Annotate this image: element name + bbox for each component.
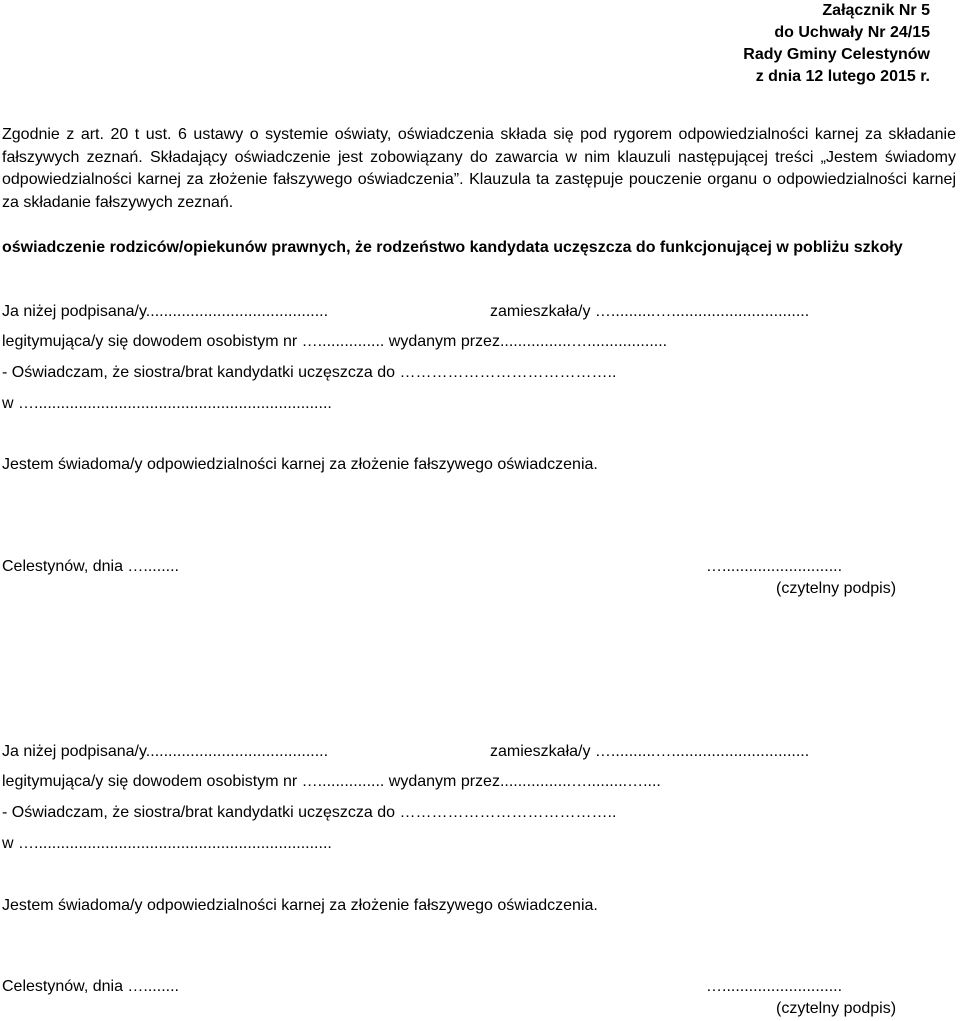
signature-label: (czytelny podpis) [776, 580, 897, 597]
residence-field-2: zamieszkała/y …..........…............................... [490, 743, 810, 760]
liability-clause-2: Jestem świadoma/y odpowiedzialności karnej za złożenie fałszywego oświadczenia. [2, 897, 598, 914]
signed-name-field-2: Ja niżej podpisana/y......................................... [2, 743, 329, 760]
place-date-field-2: Celestynów, dnia …........ [2, 978, 179, 995]
declaration-heading: oświadczenie rodziców/opiekunów prawnych, że rodzeństwo kandydata uczęszcza do funkcjonującej w pobliżu szkoły [2, 239, 903, 256]
sibling-declaration-line-2: - Oświadczam, że siostra/brat kandydatki uczęszcza do ………………………………….. [2, 804, 617, 821]
residence-field: zamieszkała/y …..........…............................... [490, 303, 810, 320]
legal-intro-paragraph: Zgodnie z art. 20 t ust. 6 ustawy o systemie oświaty, oświadczenia składa się pod rygorem odpowiedzialności karnej za składanie fałszywych zeznań. Składający oświadczenie jest zobowiązany do zawarcia w nim klauzuli następującej treści „Jestem świadomy odpowiedzialności karnej za złożenie fałszywego oświadczenia”. Klauzula ta zastępuje pouczenie organu o odpowiedzialności karnej za składanie fałszywych zeznań. [2, 126, 956, 211]
resolution-date: z dnia 12 lutego 2015 r. [755, 68, 930, 85]
liability-clause: Jestem świadoma/y odpowiedzialności karnej za złożenie fałszywego oświadczenia. [2, 456, 598, 473]
signature-label-2: (czytelny podpis) [776, 1000, 897, 1017]
id-document-line: legitymująca/y się dowodem osobistym nr …............... wydanym przez................….................. [2, 333, 668, 350]
signature-dots: …........................... [706, 558, 843, 575]
attachment-header [743, 0, 930, 88]
resolution-number: do Uchwały Nr 24/15 [774, 24, 930, 41]
sibling-declaration-line: - Oświadczam, że siostra/brat kandydatki uczęszcza do ………………………………….. [2, 364, 617, 381]
signature-dots-2: …........................... [706, 978, 843, 995]
signed-name-field: Ja niżej podpisana/y......................................... [2, 303, 329, 320]
school-location-line: w …................................................................... [2, 395, 332, 412]
attachment-number: Załącznik Nr 5 [822, 2, 930, 19]
place-date-field: Celestynów, dnia …........ [2, 558, 179, 575]
id-document-line-2: legitymująca/y się dowodem osobistym nr …............... wydanym przez................….........….... [2, 773, 661, 790]
council-name: Rady Gminy Celestynów [743, 46, 930, 63]
school-location-line-2: w …................................................................... [2, 835, 332, 852]
